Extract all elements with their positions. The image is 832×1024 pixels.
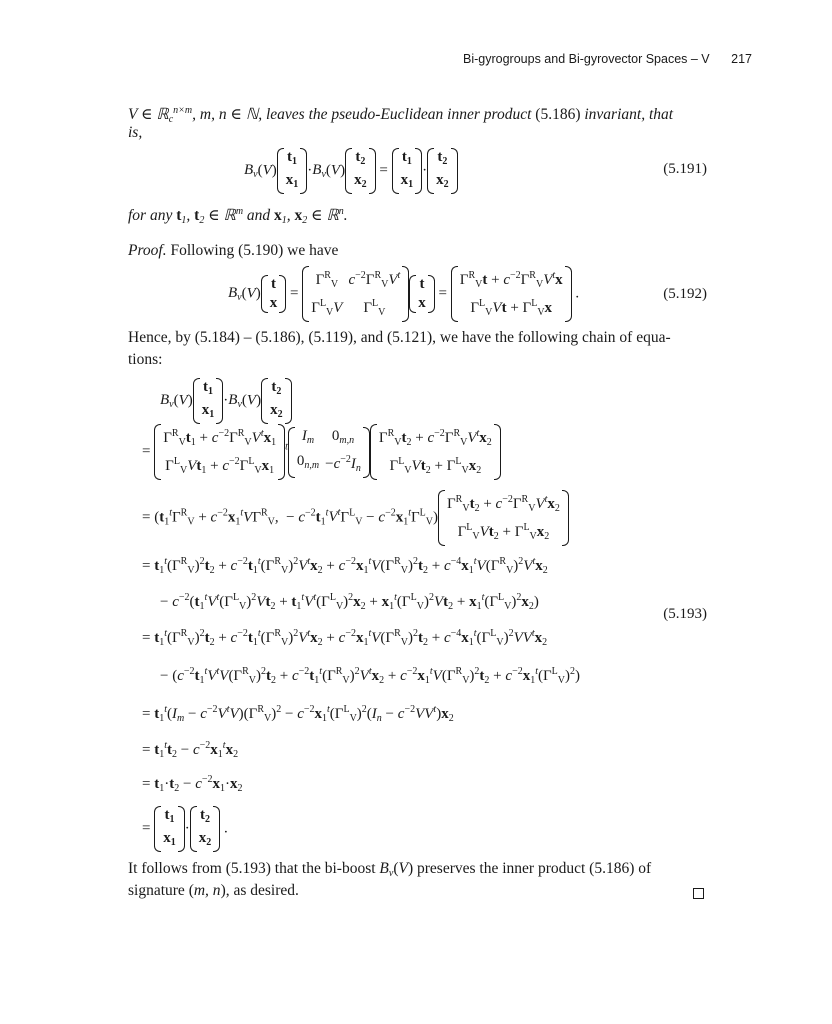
- eq-chain-step-8: = $t_1$ $x_1$ · $t_2$ $x_2$ .: [142, 806, 228, 852]
- equation-number-5-191: (5.191): [663, 161, 707, 177]
- equation-5-192: $B_v(V)$ t x = $\Gamma^R_V$ $c^{-2}\Gamma^R_VV^t$ $\Gamma^L_VV$ $\Gamma^L_V$ t x = $\Gamma^R_Vt + c^{-2}\Gamma^R_VV^tx$ $\Gamma^L_VVt + \Gamma^L_Vx$ .: [228, 266, 579, 322]
- for-any-line: for any $t_1$, $t_2$ ∈ ℝ$^m$ and $x_1$, $x_2$ ∈ ℝ$^n$.: [128, 206, 348, 226]
- hence-line-2: tions:: [128, 351, 163, 368]
- eq-chain-step-2: = ($t_1^t\Gamma^R_V + c^{-2}x_1^tV\Gamma^R_V$, − $c^{-2}t_1^tV^t\Gamma^L_V - c^{-2}x_1^t\Gamma^L_V$) $\Gamma^R_Vt_2 + c^{-2}\Gamma^R_VV^tx_2$ $\Gamma^L_VVt_2 + \Gamma^L_Vx_2$: [142, 490, 569, 546]
- eq-chain-lhs: $B_v(V)$ $t_1$ $x_1$ $\cdot B_v(V)$ $t_2$ $x_2$: [160, 378, 292, 424]
- equation-5-191: $B_v(V)$ $t_1$ $x_1$ $\cdot B_v(V)$ $t_2$ $x_2$ = $t_1$ $x_1$ · $t_2$ $x_2$: [244, 148, 458, 194]
- eq-chain-step-5: = $t_1^t(I_m - c^{-2}V^tV)(\Gamma^R_V)^2 - c^{-2}x_1^t(\Gamma^L_V)^2(I_n - c^{-2}VV^t)x_2$: [142, 704, 454, 724]
- eq-chain-step-4: = $t_1^t(\Gamma^R_V)^2t_2 + c^{-2}t_1^t(\Gamma^R_V)^2V^tx_2 + c^{-2}x_1^tV(\Gamma^R_V)^2t_2 + c^{-4}x_1^t(\Gamma^L_V)^2VV^tx_2$: [142, 628, 548, 648]
- hence-line-1: Hence, by (5.184) – (5.186), (5.119), and (5.121), we have the following chain of equa-: [128, 329, 671, 346]
- running-header: [463, 52, 752, 66]
- intro-line-1: V ∈ ℝ$_c^{n\times m}$, m, n ∈ ℕ, leaves the pseudo-Euclidean inner product (5.186) invariant, that: [128, 105, 674, 125]
- intro-line-2: is,: [128, 124, 143, 141]
- eq-chain-step-7: = $t_1\cdot t_2 - c^{-2}x_1\cdot x_2$: [142, 774, 243, 794]
- conclusion-line-1: It follows from (5.193) that the bi-boost $B_v(V)$ preserves the inner product (5.186) of: [128, 860, 652, 879]
- proof-line: [128, 240, 708, 262]
- equation-number-5-193: (5.193): [663, 606, 707, 622]
- proof-text: Following (5.190) we have: [170, 242, 339, 259]
- qed-box: [693, 888, 704, 899]
- page-number: 217: [731, 52, 752, 66]
- eq-chain-step-3b: − $c^{-2}(t_1^tV^t(\Gamma^L_V)^2Vt_2 + t_1^tV^t(\Gamma^L_V)^2x_2 + x_1^t(\Gamma^L_V)^2Vt_2 + x_1^t(\Gamma^L_V)^2x_2)$: [160, 592, 539, 612]
- eq-chain-step-3: = $t_1^t(\Gamma^R_V)^2t_2 + c^{-2}t_1^t(\Gamma^R_V)^2V^tx_2 + c^{-2}x_1^tV(\Gamma^R_V)^2t_2 + c^{-4}x_1^tV(\Gamma^R_V)^2V^tx_2$: [142, 556, 548, 576]
- equation-number-5-192: (5.192): [663, 286, 707, 302]
- conclusion-line-2: signature (m, n), as desired.: [128, 882, 299, 899]
- eq-chain-step-6: = $t_1^tt_2 - c^{-2}x_1^tx_2$: [142, 740, 239, 760]
- eq-chain-step-1: = $\Gamma^R_Vt_1 + c^{-2}\Gamma^R_VV^tx_1$ $\Gamma^L_VVt_1 + c^{-2}\Gamma^L_Vx_1$ $^t$ $I_m$ $0_{m,n}$ $0_{n,m}$ $-c^{-2}I_n$ $\Gamma^R_Vt_2 + c^{-2}\Gamma^R_VV^tx_2$ $\Gamma^L_VVt_2 + \Gamma^L_Vx_2$: [142, 424, 501, 480]
- proof-label: Proof.: [128, 242, 167, 259]
- eq-chain-step-4b: − $(c^{-2}t_1^tV^tV(\Gamma^R_V)^2t_2 + c^{-2}t_1^t(\Gamma^R_V)^2V^tx_2 + c^{-2}x_1^tV(\Gamma^R_V)^2t_2 + c^{-2}x_1^t(\Gamma^L_V)^2)$: [160, 666, 580, 686]
- running-title: Bi-gyrogroups and Bi-gyrovector Spaces – V: [463, 52, 710, 66]
